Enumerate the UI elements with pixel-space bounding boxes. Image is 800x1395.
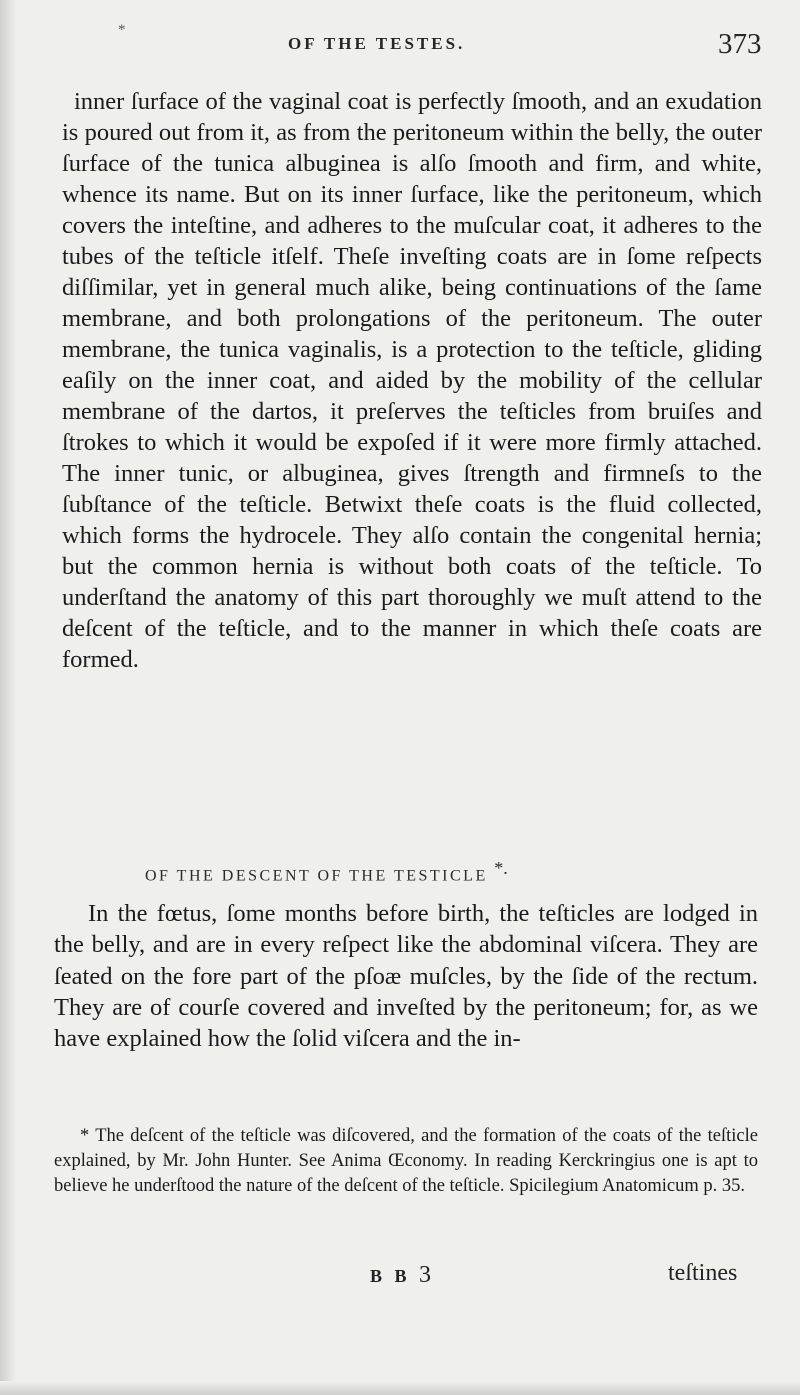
section-heading-text: OF THE DESCENT OF THE TESTICLE [145,867,488,885]
body-paragraph-1: inner ſurface of the vaginal coat is perfectly ſmooth, and an exudation is poured out from it, as from the peritoneum within the belly, the outer ſurface of the tunica albuginea is alſo ſmooth and firm, and white, whence its name. But on its inner ſurface, like the peritoneum, which covers the inteſtine, and adheres to the muſcular coat, it adheres to the tubes of the teſticle itſelf. Theſe inveſting coats are in ſome reſpects diſſimilar, yet in general much alike, being continuations of the ſame membrane, and both prolongations of the peritoneum. The outer membrane, the tunica vaginalis, is a protection to the teſticle, gliding eaſily on the inner coat, and aided by the mobility of the cellular membrane of the dartos, it preſerves the teſticles from bruiſes and ſtrokes to which it would be expoſed if it were more firmly attached. The inner tunic, or albuginea, gives ſtrength and firmneſs to the ſubſtance of the teſticle. Betwixt theſe coats is the fluid collected, which forms the hydrocele. They alſo contain the congenital hernia; but the common hernia is without both coats of the teſticle. To underſtand the anatomy of this part thoroughly we muſt attend to the deſcent of the teſticle, and to the manner in which theſe coats are formed. [62,88,762,673]
page-shadow-bottom [0,1381,800,1395]
signature-letters: B B [370,1266,411,1286]
section-heading [145,858,508,885]
page-number: 373 [718,28,762,60]
running-title: OF THE TESTES. [288,34,466,53]
signature-mark [370,1262,431,1289]
page-shadow-left [0,0,16,1395]
catchword: teſtines [668,1260,738,1286]
corner-mark: * [118,22,126,38]
running-head [0,22,800,68]
signature-number: 3 [419,1262,432,1288]
footnote: * The deſcent of the teſticle was diſcovered, and the formation of the coats of the teſticle explained, by Mr. John Hunter. See Anima Œconomy. In reading Kerckringius one is apt to believe he underſtood the nature of the deſcent of the teſticle. Spicilegium Anatomicum p. 35. [54,1126,758,1196]
footnote-reference-mark: *. [494,858,508,878]
body-paragraph-2: In the fœtus, ſome months before birth, the teſticles are lodged in the belly, and are in every reſpect like the abdominal viſcera. They are ſeated on the fore part of the pſoæ muſcles, by the ſide of the rectum. They are of courſe covered and inveſted by the peritoneum; for, as we have explained how the ſolid viſcera and the in- [54,900,758,1053]
bleed-through [60,800,760,840]
